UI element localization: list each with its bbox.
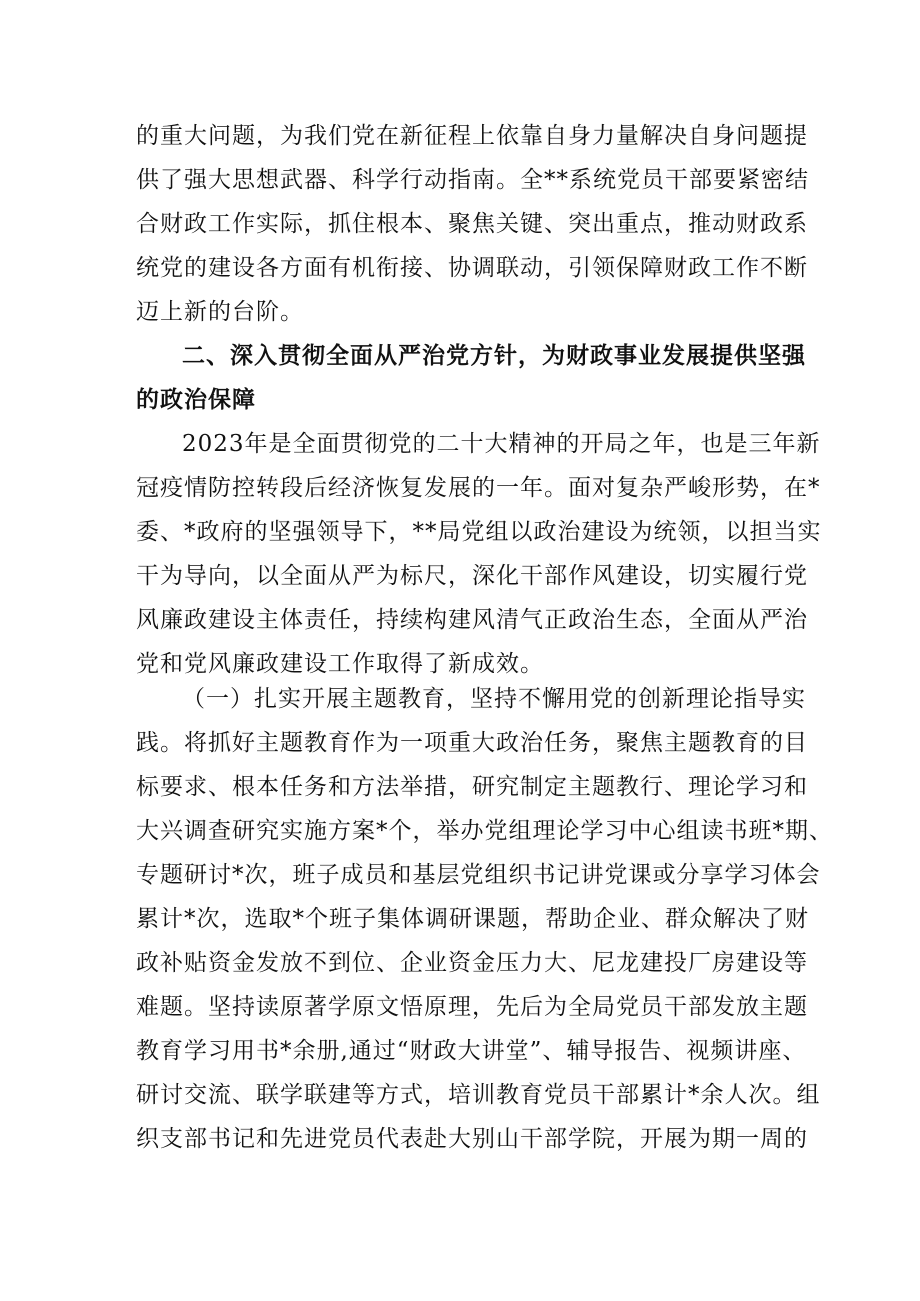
paragraph-line: 供了强大思想武器、科学行动指南。全**系统党员干部要紧密结 (136, 167, 809, 193)
paragraph-line: 2023年是全面贯彻党的二十大精神的开局之年，也是三年新 (182, 431, 821, 457)
paragraph-line: 研讨交流、联学联建等方式，培训教育党员干部累计*余人次。组 (136, 1082, 821, 1108)
section-heading: 二、深入贯彻全面从严治党方针，为财政事业发展提供坚强 (182, 343, 806, 369)
section-heading: 的政治保障 (136, 387, 256, 413)
paragraph-line: 党和党风廉政建设工作取得了新成效。 (136, 651, 544, 677)
paragraph-line: （一）扎实开展主题教育，坚持不懈用党的创新理论指导实 (182, 686, 806, 712)
paragraph-line: 大兴调查研究实施方案*个，举办党组理论学习中心组读书班*期、 (136, 818, 833, 844)
paragraph-line: 委、*政府的坚强领导下，**局党组以政治建设为统领，以担当实 (136, 519, 822, 545)
paragraph-line: 统党的建设各方面有机衔接、协调联动，引领保障财政工作不断 (136, 255, 808, 281)
paragraph-line: 教育学习用书*余册,通过“财政大讲堂”、辅导报告、视频讲座、 (136, 1038, 807, 1064)
paragraph-line: 专题研讨*次，班子成员和基层党组织书记讲党课或分享学习体会 (136, 862, 821, 888)
paragraph-line: 迈上新的台阶。 (136, 299, 304, 325)
paragraph-line: 政补贴资金发放不到位、企业资金压力大、尼龙建投厂房建设等 (136, 950, 808, 976)
paragraph-line: 风廉政建设主体责任，持续构建风清气正政治生态，全面从严治 (136, 607, 808, 633)
paragraph-line: 累计*次，选取*个班子集体调研课题，帮助企业、群众解决了财 (136, 906, 809, 932)
paragraph-line: 标要求、根本任务和方法举措，研究制定主题教行、理论学习和 (136, 774, 808, 800)
paragraph-line: 合财政工作实际，抓住根本、聚焦关键、突出重点，推动财政系 (136, 211, 808, 237)
paragraph-line: 难题。坚持读原著学原文悟原理，先后为全局党员干部发放主题 (136, 994, 808, 1020)
paragraph-line: 干为导向，以全面从严为标尺，深化干部作风建设，切实履行党 (136, 563, 808, 589)
paragraph-line: 践。将抓好主题教育作为一项重大政治任务，聚焦主题教育的目 (136, 730, 808, 756)
paragraph-line: 冠疫情防控转段后经济恢复发展的一年。面对复杂严峻形势，在* (136, 475, 821, 501)
paragraph-line: 织支部书记和先进党员代表赴大别山干部学院，开展为期一周的 (136, 1126, 808, 1152)
paragraph-line: 的重大问题，为我们党在新征程上依靠自身力量解决自身问题提 (136, 123, 808, 149)
